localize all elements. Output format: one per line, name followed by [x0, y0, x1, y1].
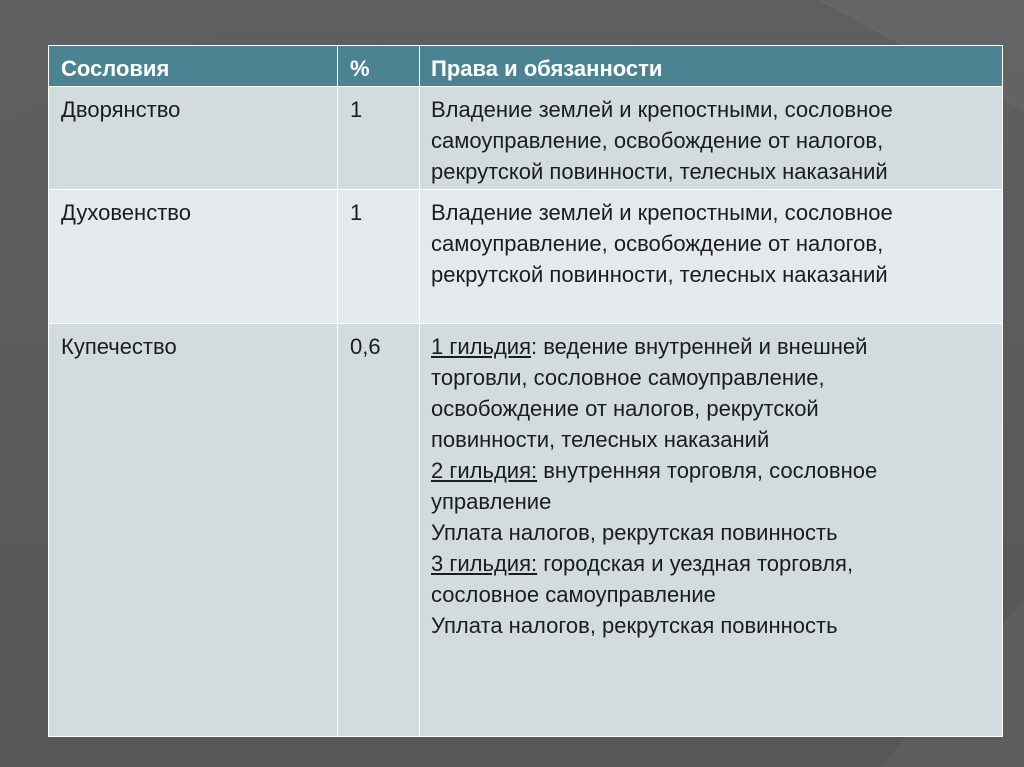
rights-line: освобождение от налогов, рекрутской — [431, 396, 819, 421]
guild2-line — [431, 455, 992, 486]
estates-table — [48, 45, 1003, 737]
percent-cell: 1 — [338, 87, 420, 190]
percent-cell: 1 — [338, 190, 420, 324]
header-percent: % — [338, 46, 420, 87]
guild1-label: 1 гильдия — [431, 334, 531, 359]
rights-line: Владение землей и крепостными, сословное — [431, 200, 893, 225]
header-estates: Сословия — [49, 46, 338, 87]
guild2-text: внутренняя торговля, сословное — [537, 458, 878, 483]
estate-cell: Дворянство — [49, 87, 338, 190]
rights-line: сословное самоуправление — [431, 582, 716, 607]
rights-line: Уплата налогов, рекрутская повинность — [431, 613, 838, 638]
rights-line: самоуправление, освобождение от налогов, — [431, 128, 884, 153]
table-header-row — [49, 46, 1003, 87]
guild3-label: 3 гильдия: — [431, 551, 538, 576]
table-row — [49, 190, 1003, 324]
rights-line: Владение землей и крепостными, сословное — [431, 97, 893, 122]
rights-line: рекрутской повинности, телесных наказаний — [431, 159, 888, 184]
rights-line: самоуправление, освобождение от налогов, — [431, 231, 884, 256]
rights-cell — [420, 190, 1003, 324]
rights-line: Уплата налогов, рекрутская повинность — [431, 520, 838, 545]
rights-line: рекрутской повинности, телесных наказаний — [431, 262, 888, 287]
guild1-line — [431, 331, 992, 362]
header-rights: Права и обязанности — [420, 46, 1003, 87]
estate-cell: Купечество — [49, 324, 338, 737]
guild3-line — [431, 548, 992, 579]
rights-line: торговли, сословное самоуправление, — [431, 365, 825, 390]
guild3-text: городская и уездная торговля, — [537, 551, 854, 576]
table-row — [49, 87, 1003, 190]
rights-line: повинности, телесных наказаний — [431, 427, 770, 452]
rights-line: управление — [431, 489, 552, 514]
guild1-text: : ведение внутренней и внешней — [531, 334, 868, 359]
table-row — [49, 324, 1003, 737]
guild2-label: 2 гильдия: — [431, 458, 538, 483]
rights-cell — [420, 87, 1003, 190]
estate-cell: Духовенство — [49, 190, 338, 324]
percent-cell: 0,6 — [338, 324, 420, 737]
rights-cell — [420, 324, 1003, 737]
